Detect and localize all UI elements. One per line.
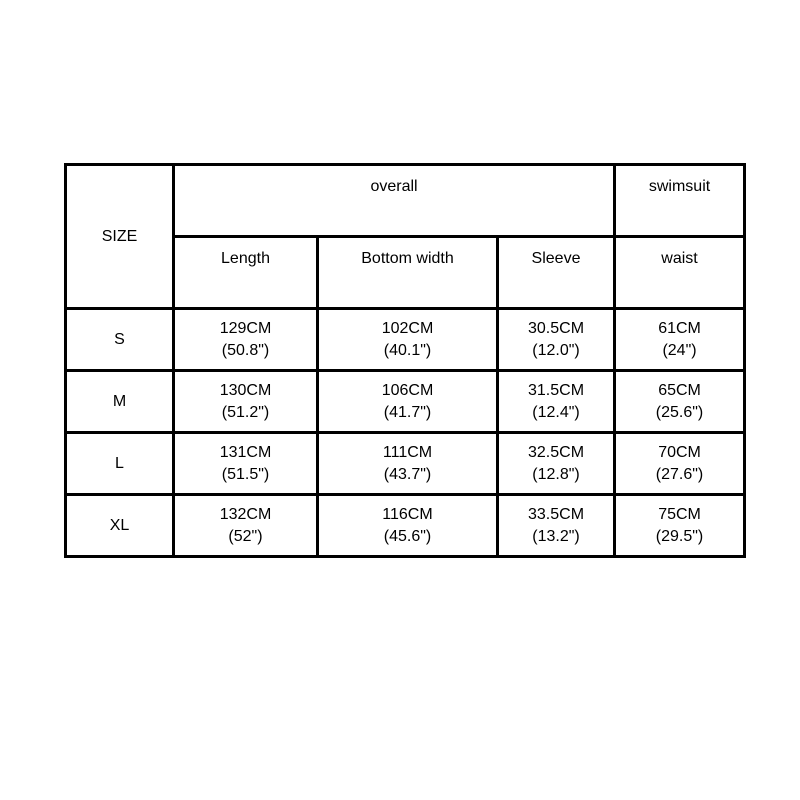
size-cell bbox=[66, 495, 174, 557]
value-cm: 65CM bbox=[658, 381, 701, 399]
bottom-width-cell bbox=[318, 371, 498, 433]
waist-cell bbox=[615, 371, 745, 433]
sleeve-cell bbox=[498, 371, 615, 433]
value-in: (12.0") bbox=[532, 341, 580, 359]
column-header-label: waist bbox=[661, 250, 698, 267]
value-in: (27.6") bbox=[655, 465, 704, 483]
column-header-waist bbox=[615, 237, 745, 309]
group-header-overall bbox=[174, 165, 615, 237]
value-in: (13.2") bbox=[532, 527, 580, 545]
value-cm: 102CM bbox=[381, 319, 434, 337]
value-in: (40.1") bbox=[383, 341, 432, 359]
value-cm: 33.5CM bbox=[528, 505, 585, 523]
value-cm: 32.5CM bbox=[528, 443, 585, 461]
value-in: (45.6") bbox=[383, 527, 432, 545]
value-cm: 130CM bbox=[219, 381, 272, 399]
value-cm: 31.5CM bbox=[528, 381, 585, 399]
column-header-bottom-width bbox=[318, 237, 498, 309]
size-label: S bbox=[114, 330, 125, 348]
table-row bbox=[66, 371, 745, 433]
value-cm: 70CM bbox=[658, 443, 701, 461]
size-cell bbox=[66, 433, 174, 495]
value-cm: 132CM bbox=[219, 505, 272, 523]
value-in: (51.2") bbox=[221, 403, 270, 421]
value-in: (29.5") bbox=[655, 527, 704, 545]
value-in: (43.7") bbox=[383, 465, 432, 483]
length-cell bbox=[174, 433, 318, 495]
bottom-width-cell bbox=[318, 309, 498, 371]
size-label: XL bbox=[109, 516, 130, 534]
length-cell bbox=[174, 309, 318, 371]
value-in: (24") bbox=[662, 341, 697, 359]
waist-cell bbox=[615, 495, 745, 557]
value-cm: 111CM bbox=[382, 443, 433, 461]
bottom-width-cell bbox=[318, 495, 498, 557]
size-label: L bbox=[115, 454, 124, 472]
column-header-length bbox=[174, 237, 318, 309]
table-row bbox=[66, 433, 745, 495]
value-cm: 129CM bbox=[219, 319, 272, 337]
value-in: (25.6") bbox=[655, 403, 704, 421]
header-row-groups bbox=[66, 165, 745, 237]
value-in: (12.4") bbox=[532, 403, 580, 421]
group-header-label: overall bbox=[370, 178, 418, 195]
value-in: (50.8") bbox=[221, 341, 270, 359]
size-cell bbox=[66, 309, 174, 371]
size-cell bbox=[66, 371, 174, 433]
size-header-label: SIZE bbox=[101, 227, 138, 245]
value-cm: 106CM bbox=[381, 381, 434, 399]
table-row bbox=[66, 309, 745, 371]
column-header-label: Sleeve bbox=[531, 250, 581, 267]
sleeve-cell bbox=[498, 433, 615, 495]
value-in: (52") bbox=[228, 527, 263, 545]
size-label: M bbox=[112, 392, 127, 410]
group-header-swimsuit bbox=[615, 165, 745, 237]
sleeve-cell bbox=[498, 309, 615, 371]
group-header-label: swimsuit bbox=[648, 178, 711, 195]
value-cm: 61CM bbox=[658, 319, 701, 337]
value-cm: 75CM bbox=[658, 505, 701, 523]
waist-cell bbox=[615, 309, 745, 371]
value-in: (12.8") bbox=[532, 465, 580, 483]
value-cm: 131CM bbox=[219, 443, 272, 461]
column-header-label: Bottom width bbox=[361, 250, 454, 267]
value-cm: 30.5CM bbox=[528, 319, 585, 337]
sleeve-cell bbox=[498, 495, 615, 557]
waist-cell bbox=[615, 433, 745, 495]
column-header-sleeve bbox=[498, 237, 615, 309]
table-row bbox=[66, 495, 745, 557]
bottom-width-cell bbox=[318, 433, 498, 495]
length-cell bbox=[174, 495, 318, 557]
column-header-label: Length bbox=[221, 250, 270, 267]
value-in: (41.7") bbox=[383, 403, 432, 421]
value-in: (51.5") bbox=[221, 465, 270, 483]
length-cell bbox=[174, 371, 318, 433]
value-cm: 116CM bbox=[382, 505, 433, 523]
size-chart-table bbox=[64, 163, 746, 558]
size-header-cell bbox=[66, 165, 174, 309]
